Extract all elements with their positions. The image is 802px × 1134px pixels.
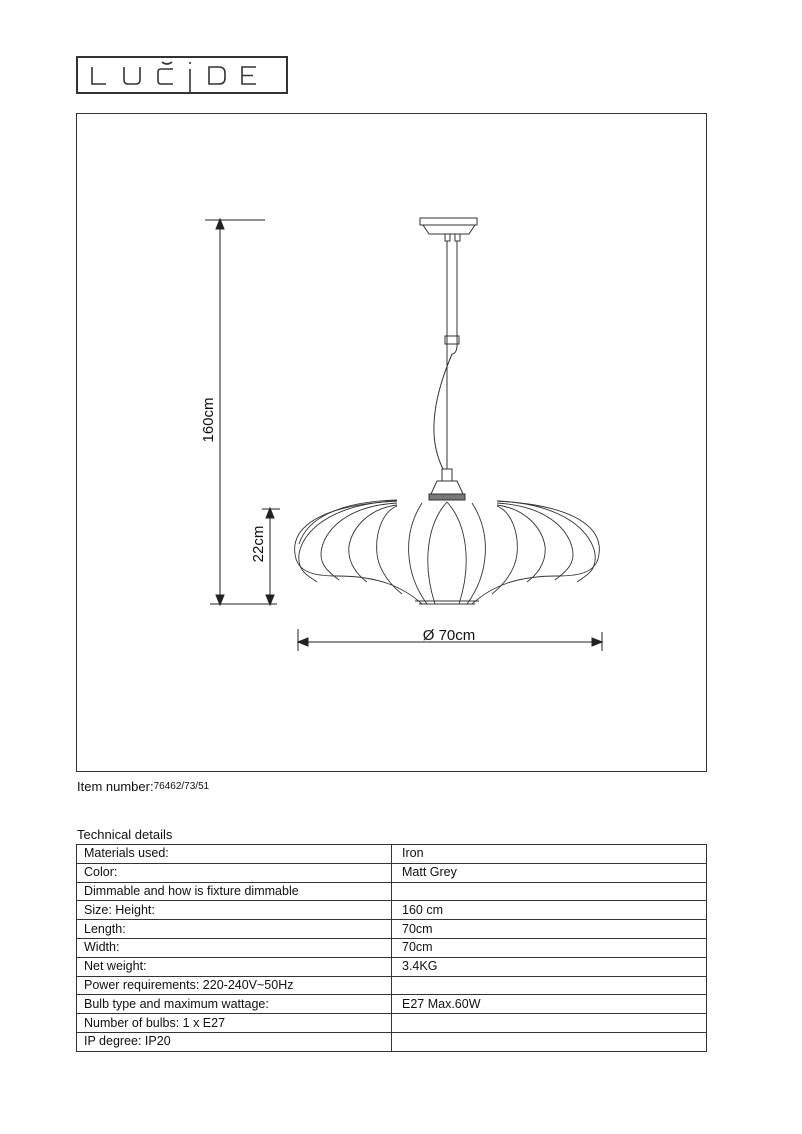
diameter-label: Ø 70cm <box>422 627 476 644</box>
spec-label: Net weight: <box>77 957 392 976</box>
lamp-dimension-drawing <box>77 114 706 771</box>
spec-value <box>392 1032 707 1051</box>
table-row <box>77 957 707 976</box>
height-label: 160cm <box>200 397 217 443</box>
spec-label: Width: <box>77 938 392 957</box>
item-number-label: Item number: <box>77 779 154 794</box>
brand-logo <box>76 56 288 94</box>
spec-value: 3.4KG <box>392 957 707 976</box>
lamp-holder <box>429 469 465 500</box>
table-row <box>77 901 707 920</box>
item-number-value: 76462/73/51 <box>153 781 210 792</box>
spec-value: E27 Max.60W <box>392 995 707 1014</box>
spec-value <box>392 976 707 995</box>
shade-frame <box>295 500 600 604</box>
spec-value: 70cm <box>392 920 707 939</box>
shade-height-label: 22cm <box>250 525 267 563</box>
table-row <box>77 920 707 939</box>
spec-value <box>392 882 707 901</box>
spec-label: Number of bulbs: 1 x E27 <box>77 1014 392 1033</box>
item-number <box>77 779 209 794</box>
spec-label: Size: Height: <box>77 901 392 920</box>
spec-label: Color: <box>77 863 392 882</box>
brand-logo-graphic <box>78 58 286 92</box>
technical-details-table <box>76 844 707 1052</box>
table-row <box>77 976 707 995</box>
technical-details-title: Technical details <box>77 827 173 842</box>
table-row <box>77 938 707 957</box>
table-row <box>77 995 707 1014</box>
spec-value: 70cm <box>392 938 707 957</box>
ceiling-canopy <box>420 218 477 241</box>
spec-label: Length: <box>77 920 392 939</box>
spec-label: IP degree: IP20 <box>77 1032 392 1051</box>
spec-value: 160 cm <box>392 901 707 920</box>
table-row <box>77 863 707 882</box>
technical-drawing-frame <box>76 113 707 772</box>
spec-value: Matt Grey <box>392 863 707 882</box>
spec-label: Materials used: <box>77 845 392 864</box>
table-row <box>77 1014 707 1033</box>
spec-value <box>392 1014 707 1033</box>
table-row <box>77 845 707 864</box>
spec-label: Dimmable and how is fixture dimmable <box>77 882 392 901</box>
spec-value: Iron <box>392 845 707 864</box>
table-row <box>77 882 707 901</box>
spec-label: Power requirements: 220-240V~50Hz <box>77 976 392 995</box>
spec-label: Bulb type and maximum wattage: <box>77 995 392 1014</box>
suspension-cable <box>434 241 459 469</box>
table-row <box>77 1032 707 1051</box>
